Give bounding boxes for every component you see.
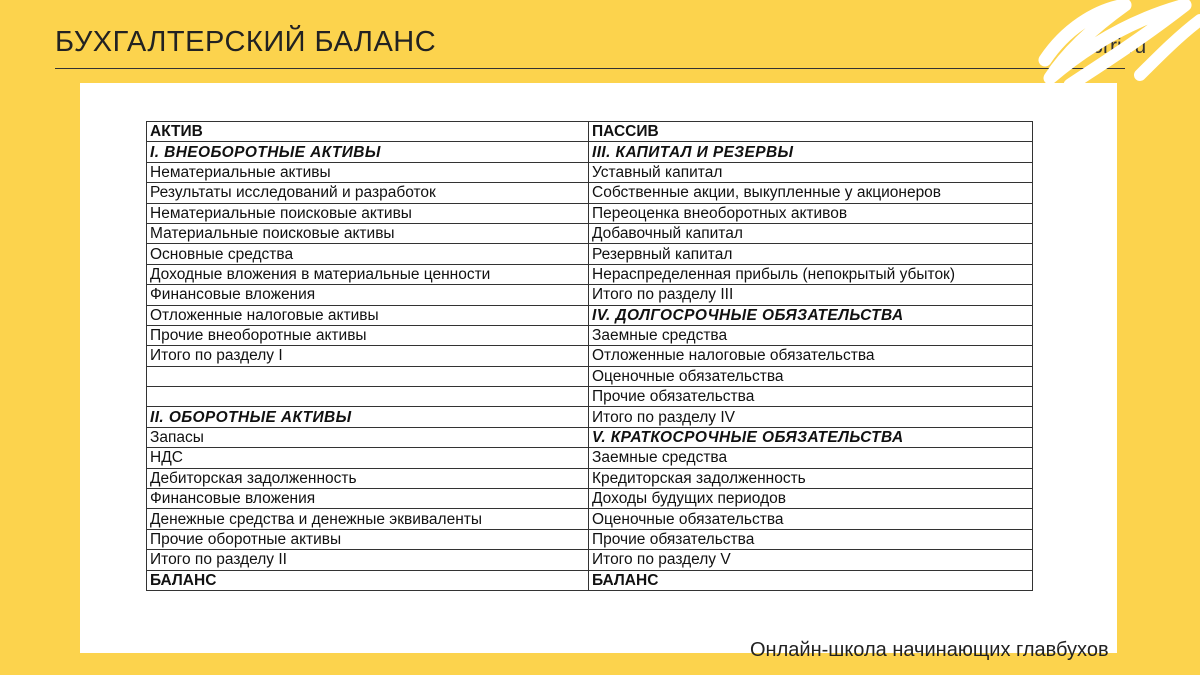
asset-cell: БАЛАНС — [147, 570, 589, 590]
liability-cell: Добавочный капитал — [589, 223, 1033, 243]
asset-cell: Основные средства — [147, 244, 589, 264]
asset-cell — [147, 366, 589, 386]
asset-cell: Отложенные налоговые активы — [147, 305, 589, 325]
asset-cell: Нематериальные активы — [147, 162, 589, 182]
table-row — [147, 285, 1033, 305]
table-row — [147, 162, 1033, 182]
asset-cell: I. ВНЕОБОРОТНЫЕ АКТИВЫ — [147, 142, 589, 162]
page-title: БУХГАЛТЕРСКИЙ БАЛАНС — [55, 26, 437, 58]
liability-cell: Кредиторская задолженность — [589, 468, 1033, 488]
brush-decoration-icon — [990, 0, 1200, 85]
asset-cell: Результаты исследований и разработок — [147, 183, 589, 203]
liability-cell: Итого по разделу III — [589, 285, 1033, 305]
liability-cell: ПАССИВ — [589, 122, 1033, 142]
table-row — [147, 387, 1033, 407]
table-row — [147, 468, 1033, 488]
liability-cell: Собственные акции, выкупленные у акционеров — [589, 183, 1033, 203]
table-row — [147, 305, 1033, 325]
liability-cell: Прочие обязательства — [589, 529, 1033, 549]
balance-sheet-table — [146, 121, 1033, 591]
table-row — [147, 346, 1033, 366]
asset-cell: НДС — [147, 448, 589, 468]
asset-cell: Итого по разделу I — [147, 346, 589, 366]
table-row — [147, 244, 1033, 264]
table-row — [147, 203, 1033, 223]
table-row — [147, 183, 1033, 203]
asset-cell: Нематериальные поисковые активы — [147, 203, 589, 223]
asset-cell: Финансовые вложения — [147, 285, 589, 305]
liability-cell: III. КАПИТАЛ И РЕЗЕРВЫ — [589, 142, 1033, 162]
liability-cell: Отложенные налоговые обязательства — [589, 346, 1033, 366]
liability-cell: Прочие обязательства — [589, 387, 1033, 407]
asset-cell — [147, 387, 589, 407]
asset-cell: Материальные поисковые активы — [147, 223, 589, 243]
table-row — [147, 223, 1033, 243]
asset-cell: Прочие оборотные активы — [147, 529, 589, 549]
liability-cell: Оценочные обязательства — [589, 366, 1033, 386]
asset-cell: Денежные средства и денежные эквиваленты — [147, 509, 589, 529]
table-row — [147, 122, 1033, 142]
liability-cell: Итого по разделу IV — [589, 407, 1033, 427]
liability-cell: Переоценка внеоборотных активов — [589, 203, 1033, 223]
asset-cell: Запасы — [147, 427, 589, 447]
asset-cell: Дебиторская задолженность — [147, 468, 589, 488]
liability-cell: Итого по разделу V — [589, 550, 1033, 570]
liability-cell: Уставный капитал — [589, 162, 1033, 182]
table-row — [147, 529, 1033, 549]
liability-cell: Заемные средства — [589, 325, 1033, 345]
asset-cell: Финансовые вложения — [147, 489, 589, 509]
table-row — [147, 427, 1033, 447]
table-row — [147, 448, 1033, 468]
asset-cell: Прочие внеоборотные активы — [147, 325, 589, 345]
liability-cell: IV. ДОЛГОСРОЧНЫЕ ОБЯЗАТЕЛЬСТВА — [589, 305, 1033, 325]
table-row — [147, 489, 1033, 509]
table-row — [147, 570, 1033, 590]
asset-cell: Доходные вложения в материальные ценности — [147, 264, 589, 284]
footer-tagline: Онлайн-школа начинающих главбухов — [750, 639, 1109, 661]
table-row — [147, 264, 1033, 284]
header-divider — [55, 68, 1125, 69]
table-row — [147, 550, 1033, 570]
liability-cell: Резервный капитал — [589, 244, 1033, 264]
asset-cell: АКТИВ — [147, 122, 589, 142]
asset-cell: II. ОБОРОТНЫЕ АКТИВЫ — [147, 407, 589, 427]
table-row — [147, 142, 1033, 162]
liability-cell: Доходы будущих периодов — [589, 489, 1033, 509]
liability-cell: Заемные средства — [589, 448, 1033, 468]
table-row — [147, 325, 1033, 345]
table-row — [147, 407, 1033, 427]
balance-sheet-card — [80, 83, 1117, 653]
site-link[interactable]: librri.ru — [1082, 35, 1147, 58]
liability-cell: БАЛАНС — [589, 570, 1033, 590]
liability-cell: Оценочные обязательства — [589, 509, 1033, 529]
liability-cell: V. КРАТКОСРОЧНЫЕ ОБЯЗАТЕЛЬСТВА — [589, 427, 1033, 447]
table-row — [147, 509, 1033, 529]
table-row — [147, 366, 1033, 386]
asset-cell: Итого по разделу II — [147, 550, 589, 570]
liability-cell: Нераспределенная прибыль (непокрытый убыток) — [589, 264, 1033, 284]
